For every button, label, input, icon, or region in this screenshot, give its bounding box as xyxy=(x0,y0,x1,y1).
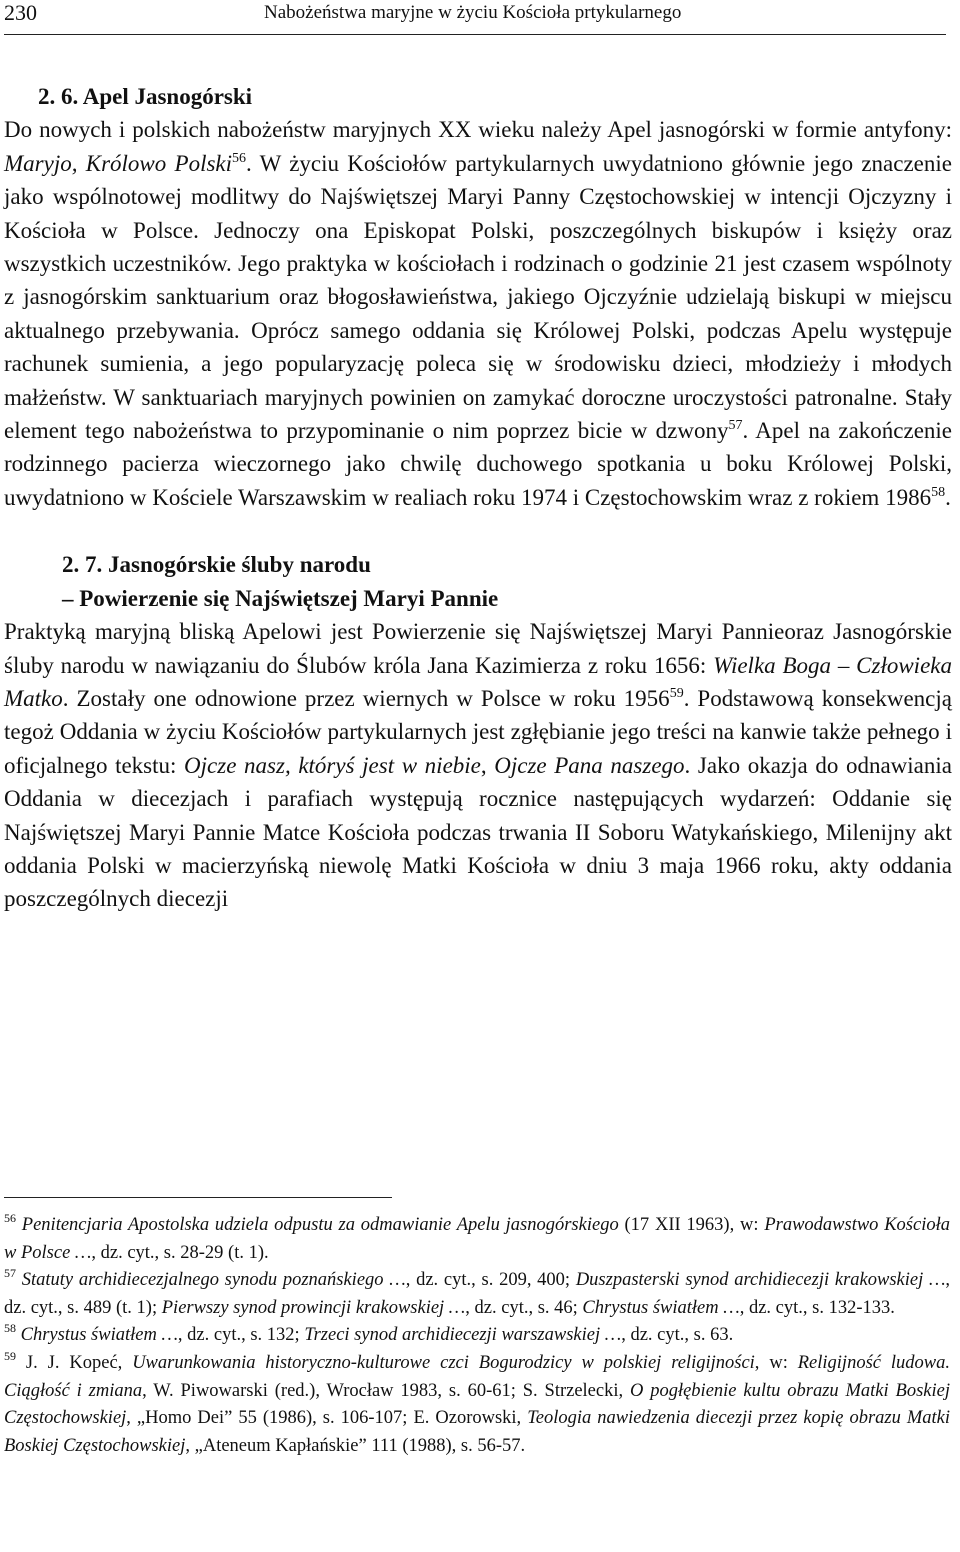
antiphon-title: Maryjo, Królowo Polski xyxy=(4,150,233,176)
footnote-number: 57 xyxy=(4,1266,16,1281)
prayer-title-2: Ojcze nasz, któryś jest w niebie xyxy=(184,752,481,778)
footnote-rule xyxy=(4,1197,392,1198)
section-heading-2-6: 2. 6. Apel Jasnogórski xyxy=(38,84,253,109)
footnote-ref-58[interactable]: 58 xyxy=(931,484,946,500)
footnote-ref-56[interactable]: 56 xyxy=(232,150,247,166)
header-rule xyxy=(4,34,946,35)
page-number: 230 xyxy=(4,0,37,25)
paragraph-sluby: Praktyką maryjną bliską Apelowi jest Powierzenie się Najświętszej Maryi Pannieoraz Jasnogórskie śluby narodu w nawiązaniu do Ślubów króla Jana Kazimierza z roku 1656: Wielka Boga – Człowieka Matko. Zostały one odnowione przez wiernych w Polsce w roku 1956$^{59}$. Podstawową konsekwencją tegoż Oddania w życiu Kościołów partykularnych jest zgłębianie jego treści na kanwie także pełnego i oficjalnego tekstu: Ojcze nasz, któryś jest w niebie, Ojcze Pana naszego. Jako okazja do odnawiania Oddania w diecezjach i parafiach występują rocznice następujących wydarzeń: Oddanie się Najświętszej Maryi Pannie Matce Kościoła podczas trwania II Soboru Watykańskiego, Milenijny akt oddania Polski w macierzyńską niewolę Matki Kościoła w dniu 3 maja 1966 roku, akty oddania poszczególnych diecezji xyxy=(4,619,952,912)
main-text xyxy=(4,80,952,916)
footnotes xyxy=(4,1212,950,1460)
footnote-number: 58 xyxy=(4,1321,16,1336)
running-title: Nabożeństwa maryjne w życiu Kościoła prtykularnego xyxy=(264,2,682,23)
prayer-title-3: Ojcze Pana naszego xyxy=(494,752,685,778)
page-header xyxy=(4,0,944,34)
footnote-ref-57[interactable]: 57 xyxy=(728,418,743,434)
footnote-59: $^{59}$ J. J. Kopeć, Uwarunkowania historyczno-kulturowe czci Bogurodzicy w polskiej religijności, w: Religijność ludowa. Ciągłość i zmiana, W. Piwowarski (red.), Wrocław 1983, s. 60-61; S. Strzelecki, O pogłębienie kultu obrazu Matki Boskiej Częstochowskiej, „Homo Dei” 55 (1986), s. 106-107; E. Ozorowski, Teologia nawiedzenia diecezji przez kopię obrazu Matki Boskiej Częstochowskiej, „Ateneum Kapłańskie” 111 (1988), s. 56-57. xyxy=(4,1348,951,1456)
footnote-57: $^{57}$ Statuty archidiecezjalnego synodu poznańskiego …, dz. cyt., s. 209, 400; Duszpasterski synod archidiecezji krakowskiej …, dz. cyt., s. 489 (t. 1); Pierwszy synod prowincji krakowskiej …, dz. cyt., s. 46; Chrystus światłem …, dz. cyt., s. 132-133. xyxy=(4,1266,951,1318)
prayer-title: Wielka Boga – Człowieka Matko xyxy=(4,652,952,711)
section-heading-2-7: 2. 7. Jasnogórskie śluby narodu xyxy=(62,552,371,578)
footnote-number: 59 xyxy=(4,1348,16,1363)
footnote-number: 56 xyxy=(4,1211,16,1225)
footnote-ref-59[interactable]: 59 xyxy=(669,685,684,701)
footnote-56: $^{56}$ Penitencjaria Apostolska udziela odpustu za odmawianie Apelu jasnogórskiego (17 XII 1963), w: Prawodawstwo Kościoła w Polsce …, dz. cyt., s. 28-29 (t. 1). xyxy=(4,1211,950,1263)
section-subheading-2-7: – Powierzenie się Najświętszej Maryi Pannie xyxy=(62,585,499,611)
footnote-58: $^{58}$ Chrystus światłem …, dz. cyt., s. 132; Trzeci synod archidiecezji warszawskiej …, dz. cyt., s. 63. xyxy=(4,1321,734,1346)
paragraph-apel: Do nowych i polskich nabożeństw maryjnych XX wieku należy Apel jasnogórski w formie antyfony: Maryjo, Królowo Polski$^{56}$. W życiu Kościołów partykularnych uwydatniono głównie jego znaczenie jako wspólnotowej modlitwy do Najświętszej Maryi Panny Częstochowskiej w intencji Ojczyzny i Kościoła w Polsce. Jednoczy ona Episkopat Polski, poszczególnych biskupów i księży oraz wszystkich uczestników. Jego praktyka w kościołach i rodzinach o godzinie 21 jest czasem wspólnoty z jasnogórskim sanktuarium oraz błogosławieństwa, jakiego Ojczyźnie udzielają biskupi w miejscu aktualnego przebywania. Oprócz samego oddania się Królowej Polski, podczas Apelu występuje rachunek sumienia, a jego popularyzację poleca się w środowisku dzieci, młodzieży i młodych małżeństw. W sanktuariach maryjnych powinien on zamykać doroczne uroczystości patronalne. Stały element tego nabożeństwa to przypominanie o nim poprzez bicie w dzwony$^{57}$. Apel na zakończenie rodzinnego pacierza wieczornego jako chwilę duchowego spotkania u boku Królowej Polski, uwydatniono w Kościele Warszawskim w realiach roku 1974 i Częstochowskim wraz z rokiem 1986$^{58}$. xyxy=(4,117,953,510)
